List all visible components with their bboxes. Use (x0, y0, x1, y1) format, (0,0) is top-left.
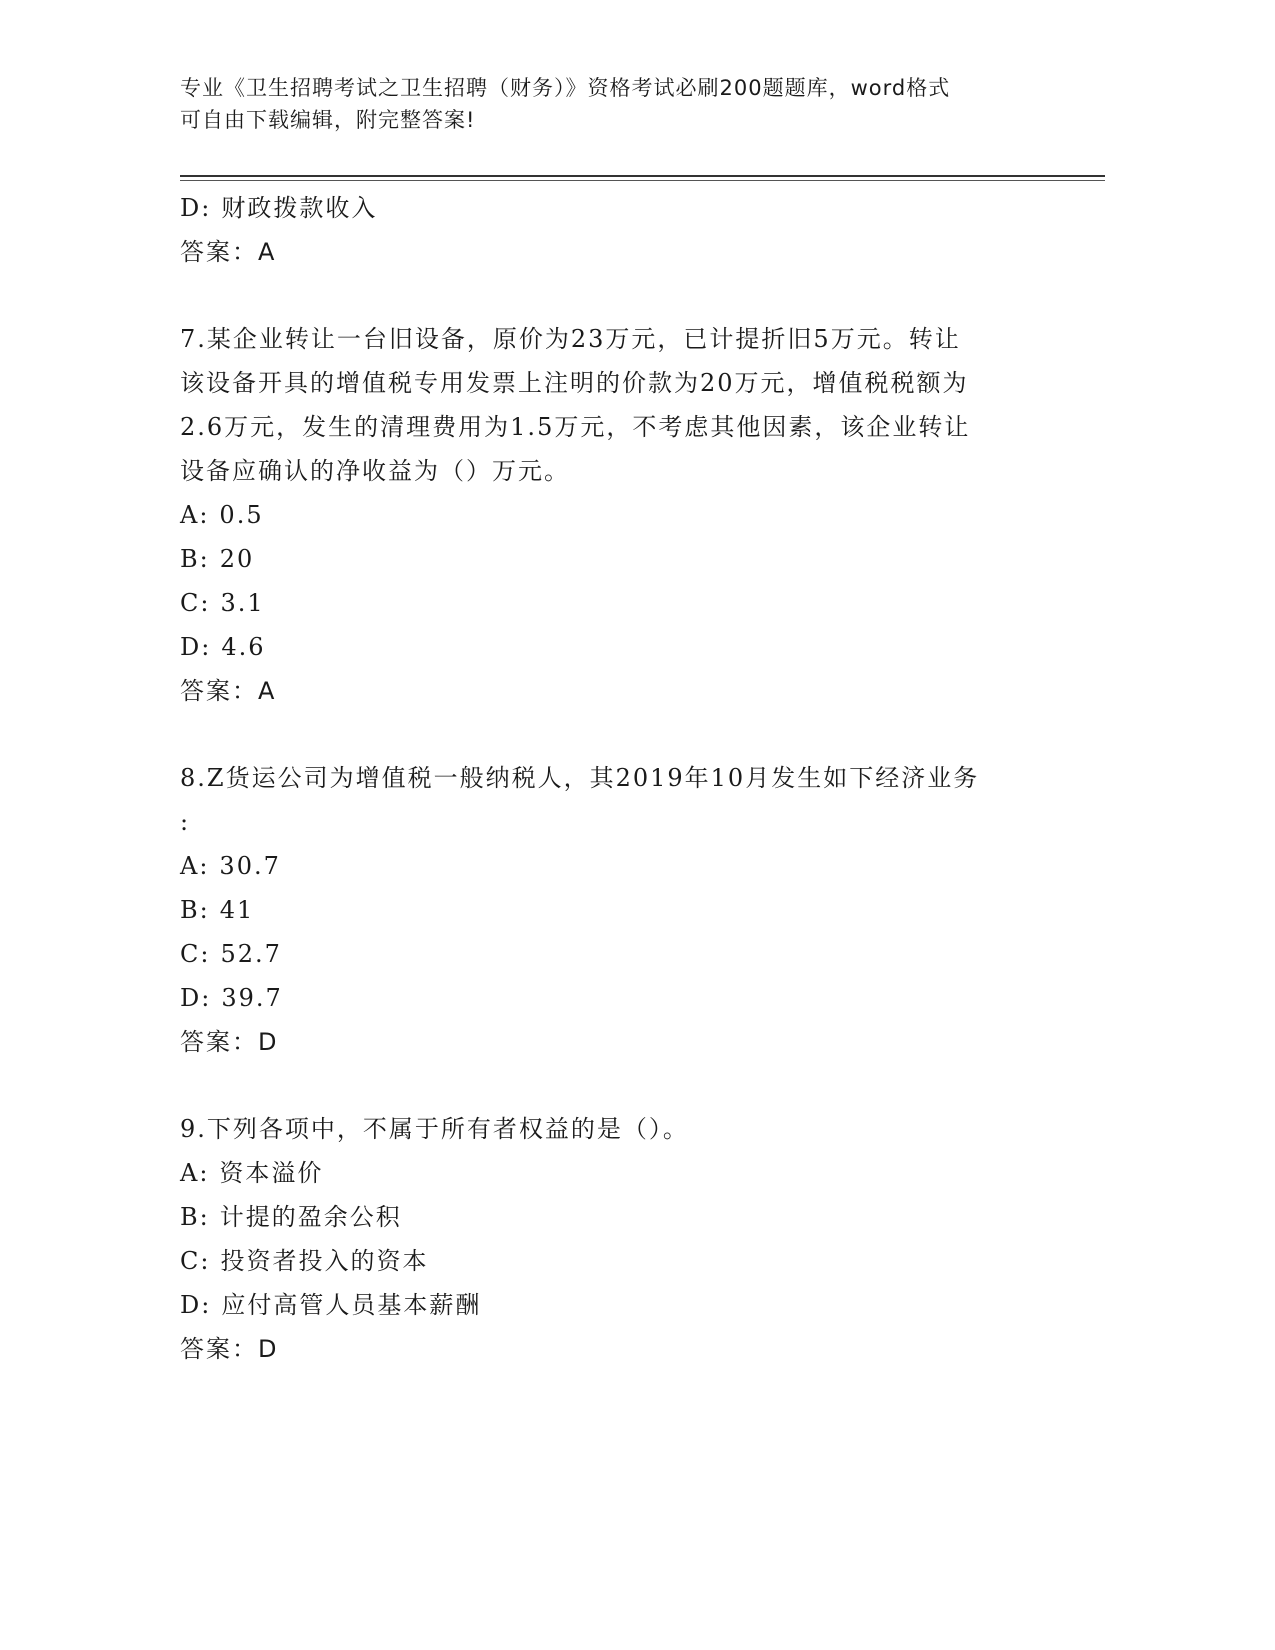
header-line-2: 可自由下载编辑，附完整答案! (180, 108, 476, 132)
prev-option-d: D: 财政拨款收入 (180, 194, 378, 222)
question-7-line-1: 7.某企业转让一台旧设备，原价为23万元，已计提折旧5万元。转让 (180, 325, 961, 353)
question-8-option-b: B: 41 (180, 896, 255, 924)
question-8-option-c: C: 52.7 (180, 940, 282, 968)
question-8-option-a: A: 30.7 (180, 852, 281, 880)
question-9-option-c: C: 投资者投入的资本 (180, 1247, 429, 1275)
question-7-line-4: 设备应确认的净收益为（）万元。 (180, 457, 570, 485)
question-7-option-a: A: 0.5 (180, 501, 264, 529)
question-7-option-d: D: 4.6 (180, 633, 266, 661)
question-9-option-a: A: 资本溢价 (180, 1159, 324, 1187)
question-7-line-2: 该设备开具的增值税专用发票上注明的价款为20万元，增值税税额为 (180, 369, 969, 397)
question-9-line-1: 9.下列各项中，不属于所有者权益的是（）。 (180, 1115, 689, 1143)
question-7 (180, 317, 1060, 713)
question-8-line-1: 8.Z货运公司为增值税一般纳税人，其2019年10月发生如下经济业务 (180, 764, 980, 792)
question-8-line-2: : (180, 808, 191, 836)
header-rule-thick (180, 175, 1105, 177)
question-content (180, 186, 1060, 1371)
question-9-option-d: D: 应付高管人员基本薪酬 (180, 1291, 482, 1319)
question-7-option-b: B: 20 (180, 545, 255, 573)
question-9-option-b: B: 计提的盈余公积 (180, 1203, 402, 1231)
question-7-answer: 答案：A (180, 677, 277, 705)
question-7-option-c: C: 3.1 (180, 589, 265, 617)
question-8-option-d: D: 39.7 (180, 984, 283, 1012)
question-9-answer: 答案：D (180, 1335, 279, 1363)
question-9 (180, 1107, 1060, 1371)
question-8-answer: 答案：D (180, 1028, 279, 1056)
question-8 (180, 756, 1060, 1064)
document-header (180, 72, 1060, 136)
header-line-1: 专业《卫生招聘考试之卫生招聘（财务）》资格考试必刷200题题库，word格式 (180, 76, 951, 100)
prev-answer: 答案：A (180, 238, 277, 266)
question-7-line-3: 2.6万元，发生的清理费用为1.5万元，不考虑其他因素，该企业转让 (180, 413, 971, 441)
header-rule-thin (180, 180, 1105, 181)
